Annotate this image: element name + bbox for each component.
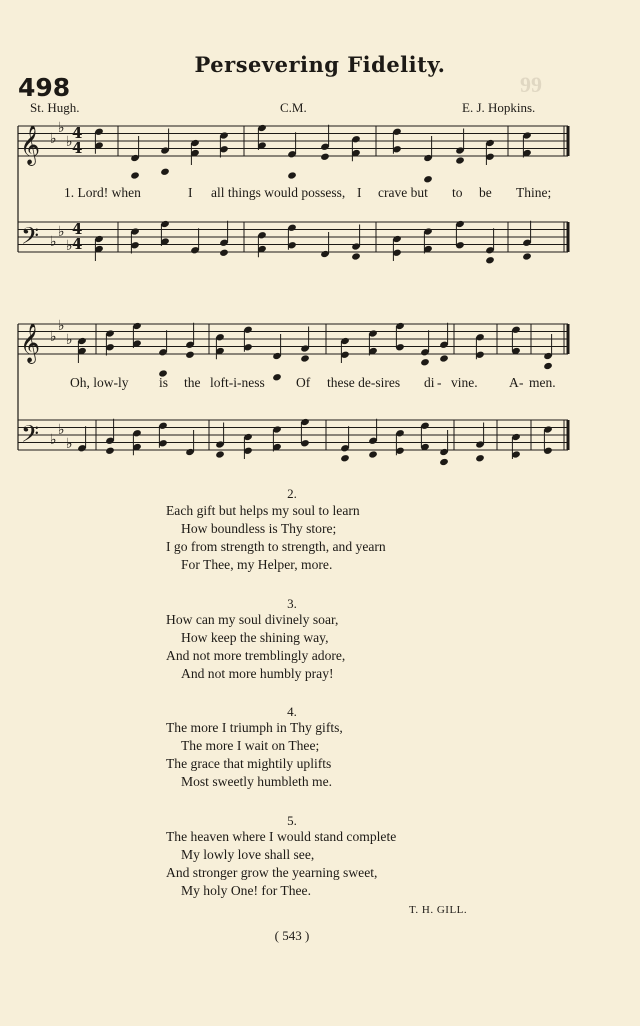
notehead bbox=[340, 454, 350, 462]
notehead bbox=[485, 256, 495, 264]
notehead bbox=[130, 171, 140, 179]
notehead bbox=[185, 351, 195, 359]
flat-sign: ♭ bbox=[50, 131, 57, 147]
notehead bbox=[368, 450, 378, 458]
flat-sign: ♭ bbox=[50, 432, 57, 448]
notehead bbox=[423, 175, 433, 183]
flat-sign: ♭ bbox=[58, 318, 65, 334]
flat-sign: ♭ bbox=[66, 332, 73, 348]
treble-clef: 𝄞 bbox=[20, 323, 41, 363]
lyric-syllable: to bbox=[452, 185, 463, 200]
lyric-syllable: all things would possess, bbox=[211, 185, 346, 200]
music-system-2 bbox=[0, 316, 640, 466]
verse-line: And not more humbly pray! bbox=[181, 666, 334, 681]
lyric-syllable: di bbox=[424, 375, 435, 390]
treble-clef: 𝄞 bbox=[20, 125, 41, 165]
tune-name: St. Hugh. bbox=[30, 100, 80, 115]
verse-line: For Thee, my Helper, more. bbox=[181, 557, 333, 572]
verse-number: 4. bbox=[287, 704, 297, 719]
flat-sign: ♭ bbox=[58, 120, 65, 136]
flat-sign: ♭ bbox=[50, 234, 57, 250]
verse-line: The more I wait on Thee; bbox=[181, 738, 320, 753]
hymn-title: Persevering Fidelity. bbox=[194, 52, 446, 77]
verse-number: 2. bbox=[287, 486, 297, 501]
verse-number: 3. bbox=[287, 596, 297, 611]
verse-line: How can my soul divinely soar, bbox=[166, 612, 339, 627]
time-signature-digit: 4 bbox=[72, 235, 83, 253]
verse-line: The grace that mightily uplifts bbox=[166, 756, 332, 771]
notehead bbox=[455, 156, 465, 164]
verse-line: How boundless is Thy store; bbox=[181, 521, 337, 536]
notehead bbox=[219, 249, 229, 257]
time-signature-digit: 4 bbox=[72, 139, 83, 157]
time-signature-digit: 4 bbox=[72, 124, 83, 142]
lyric-syllable: I bbox=[188, 185, 193, 200]
notehead bbox=[160, 168, 170, 176]
lyric-syllable: these de-sires bbox=[327, 375, 401, 390]
bass-clef: 𝄢 bbox=[21, 420, 40, 453]
verse-line: I go from strength to strength, and yearn bbox=[166, 539, 386, 554]
time-signature-digit: 4 bbox=[72, 220, 83, 238]
lyric-syllable: A bbox=[509, 375, 519, 390]
bleed-through: 99 bbox=[520, 72, 542, 97]
meter: C.M. bbox=[280, 100, 307, 115]
lyric-syllable: - bbox=[437, 375, 442, 390]
notehead bbox=[215, 450, 225, 458]
lyric-syllable: loft-i-ness bbox=[210, 375, 265, 390]
notehead bbox=[543, 362, 553, 370]
flat-sign: ♭ bbox=[58, 224, 65, 240]
lyric-syllable: is bbox=[159, 375, 169, 390]
verse-line: The heaven where I would stand complete bbox=[166, 829, 397, 844]
notehead bbox=[300, 354, 310, 362]
lyric-syllable: be bbox=[479, 185, 492, 200]
verse-line: Most sweetly humbleth me. bbox=[181, 774, 333, 789]
verse-line: And stronger grow the yearning sweet, bbox=[166, 865, 378, 880]
notehead bbox=[420, 358, 430, 366]
notehead bbox=[272, 373, 282, 381]
notehead bbox=[439, 458, 449, 466]
composer: E. J. Hopkins. bbox=[462, 100, 536, 115]
notehead bbox=[475, 454, 485, 462]
notehead bbox=[320, 153, 330, 161]
lyric-syllable: crave but bbox=[378, 185, 428, 200]
lyric-syllable: - bbox=[519, 375, 524, 390]
verse-line: And not more tremblingly adore, bbox=[166, 648, 346, 663]
author: T. H. GILL. bbox=[409, 904, 468, 916]
page-number: ( 543 ) bbox=[274, 928, 310, 943]
notehead bbox=[287, 171, 297, 179]
flat-sign: ♭ bbox=[66, 134, 73, 150]
bass-clef: 𝄢 bbox=[21, 222, 40, 255]
notehead bbox=[190, 267, 200, 268]
lyric-syllable: Oh, low-ly bbox=[70, 375, 129, 390]
lyric-syllable: Thine; bbox=[516, 185, 552, 200]
verse-line: My holy One! for Thee. bbox=[181, 883, 311, 898]
verse-line: How keep the shining way, bbox=[181, 630, 329, 645]
flat-sign: ♭ bbox=[58, 422, 65, 438]
flat-sign: ♭ bbox=[66, 238, 73, 254]
notehead bbox=[105, 447, 115, 455]
lyric-syllable: men. bbox=[529, 375, 556, 390]
flat-sign: ♭ bbox=[50, 329, 57, 345]
verse-number: 5. bbox=[287, 813, 297, 828]
lyric-syllable: 1. Lord! when bbox=[64, 185, 141, 200]
lyric-syllable: Of bbox=[296, 375, 311, 390]
flat-sign: ♭ bbox=[66, 436, 73, 452]
verse-line: Each gift but helps my soul to learn bbox=[166, 503, 360, 518]
lyric-syllable: I bbox=[357, 185, 362, 200]
lyric-syllable: vine. bbox=[451, 375, 478, 390]
notehead bbox=[439, 354, 449, 362]
lyric-syllable: the bbox=[184, 375, 201, 390]
notehead bbox=[77, 465, 87, 466]
verse-line: My lowly love shall see, bbox=[181, 847, 315, 862]
verse-line: The more I triumph in Thy gifts, bbox=[166, 720, 343, 735]
notehead bbox=[522, 252, 532, 260]
notehead bbox=[351, 252, 361, 260]
hymn-number: 498 bbox=[18, 73, 71, 102]
